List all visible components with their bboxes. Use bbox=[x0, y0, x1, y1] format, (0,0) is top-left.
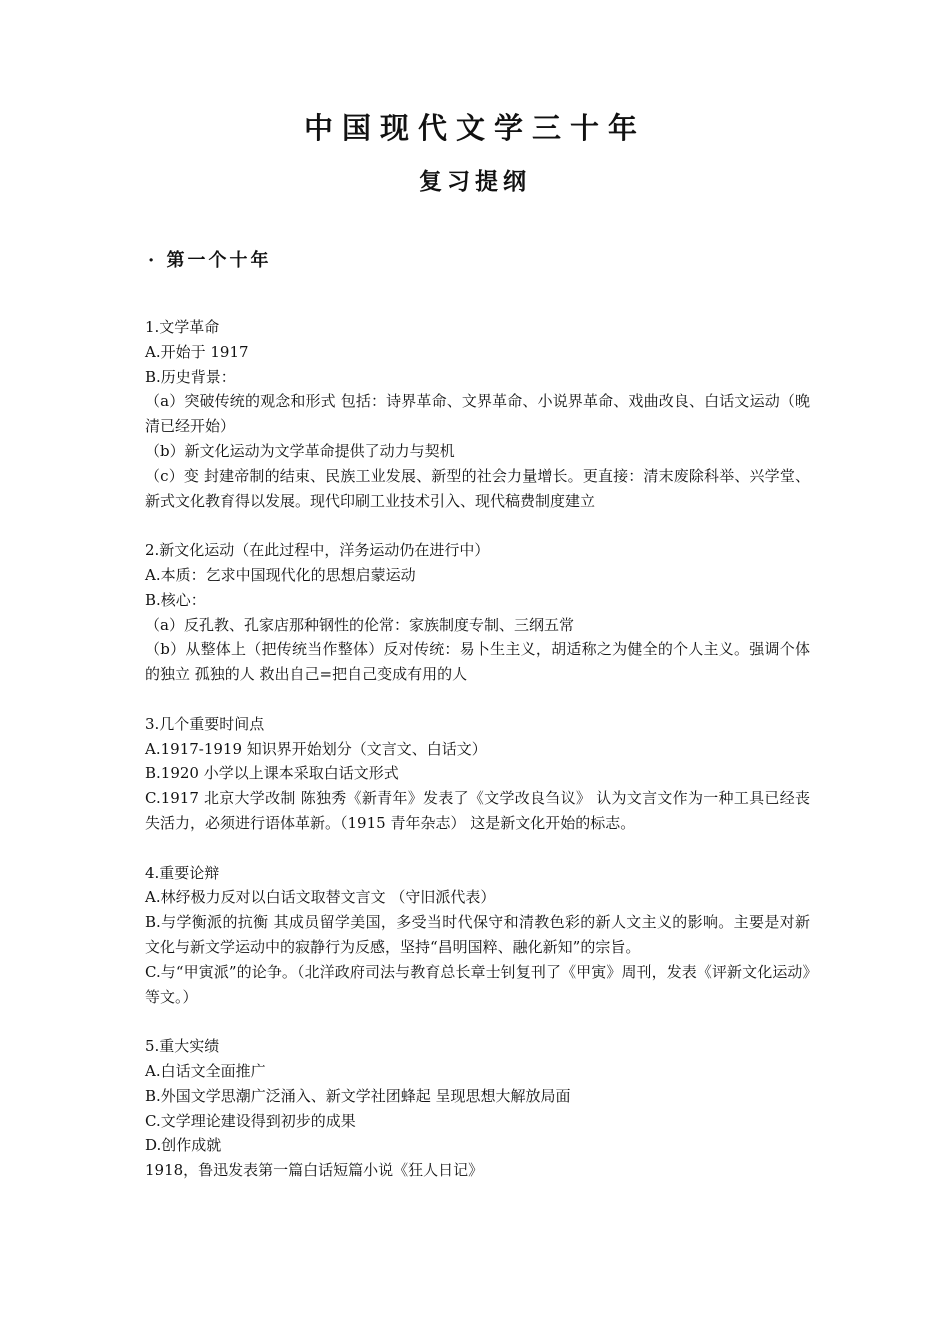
outline-line: A.林纾极力反对以白话文取替文言文 （守旧派代表） bbox=[145, 888, 496, 907]
outline-section-debates bbox=[145, 861, 810, 1010]
outline-section-literary-revolution bbox=[145, 315, 810, 513]
outline-line: C.文学理论建设得到初步的成果 bbox=[145, 1111, 356, 1130]
outline-line: A.1917-1919 知识界开始划分（文言文、白话文） bbox=[145, 739, 487, 758]
outline-section-achievements bbox=[145, 1034, 810, 1183]
outline-line: B.核心： bbox=[145, 590, 206, 609]
outline-line: D.创作成就 bbox=[145, 1136, 222, 1155]
outline-line: B.历史背景： bbox=[145, 367, 236, 386]
outline-line: A.本质：乞求中国现代化的思想启蒙运动 bbox=[145, 565, 416, 584]
outline-line: 4.重要论辩 bbox=[145, 863, 220, 882]
outline-line: C.1917 北京大学改制 陈独秀《新青年》发表了《文学改良刍议》 认为文言文作为一种工具已经丧失活力，必须进行语体革新。（1915 青年杂志） 这是新文化开始的标志。 bbox=[145, 789, 810, 832]
outline-line: B.与学衡派的抗衡 其成员留学美国，多受当时代保守和清教色彩的新人文主义的影响。主要是对新文化与新文学运动中的寂静行为反感，坚持“昌明国粹、融化新知”的宗旨。 bbox=[145, 913, 810, 956]
outline-line: 1.文学革命 bbox=[145, 318, 220, 336]
outline-section-key-dates bbox=[145, 712, 810, 836]
document-subtitle: 复习提纲 bbox=[419, 168, 531, 195]
outline-line: （c）变 封建帝制的结束、民族工业发展、新型的社会力量增长。更直接：清末废除科举、兴学堂、新式文化教育得以发展。现代印刷工业技术引入、现代稿费制度建立 bbox=[145, 466, 810, 510]
outline-line: （b）新文化运动为文学革命提供了动力与契机 bbox=[145, 441, 455, 460]
outline-line: （a）反孔教、孔家店那种钢性的伦常：家族制度专制、三纲五常 bbox=[145, 615, 574, 634]
outline-line: C.与“甲寅派”的论争。（北洋政府司法与教育总长章士钊复刊了《甲寅》周刊，发表《评新文化运动》等文。） bbox=[145, 962, 810, 1006]
outline-line: 3.几个重要时间点 bbox=[145, 714, 265, 733]
outline-body bbox=[145, 315, 810, 1208]
outline-line: A.白话文全面推广 bbox=[145, 1061, 266, 1080]
outline-line: A.开始于 1917 bbox=[145, 342, 249, 361]
outline-line: B.1920 小学以上课本采取白话文形式 bbox=[145, 764, 399, 783]
outline-line: 5.重大实绩 bbox=[145, 1037, 220, 1056]
outline-line: （a）突破传统的观念和形式 包括：诗界革命、文界革命、小说界革命、戏曲改良、白话文运动（晚清已经开始） bbox=[145, 392, 810, 436]
outline-line: 1918，鲁迅发表第一篇白话短篇小说《狂人日记》 bbox=[145, 1161, 484, 1180]
outline-section-new-culture-movement bbox=[145, 538, 810, 687]
document-title: 中国现代文学三十年 bbox=[303, 111, 646, 145]
outline-line: （b）从整体上（把传统当作整体）反对传统：易卜生主义，胡适称之为健全的个人主义。强调个体的独立 孤独的人 救出自己=把自己变成有用的人 bbox=[145, 640, 810, 684]
outline-line: B.外国文学思潮广泛涌入、新文学社团蜂起 呈现思想大解放局面 bbox=[145, 1086, 571, 1105]
outline-line: 2.新文化运动（在此过程中，洋务运动仍在进行中） bbox=[145, 541, 490, 560]
section-heading: · 第一个十年 bbox=[148, 250, 272, 271]
